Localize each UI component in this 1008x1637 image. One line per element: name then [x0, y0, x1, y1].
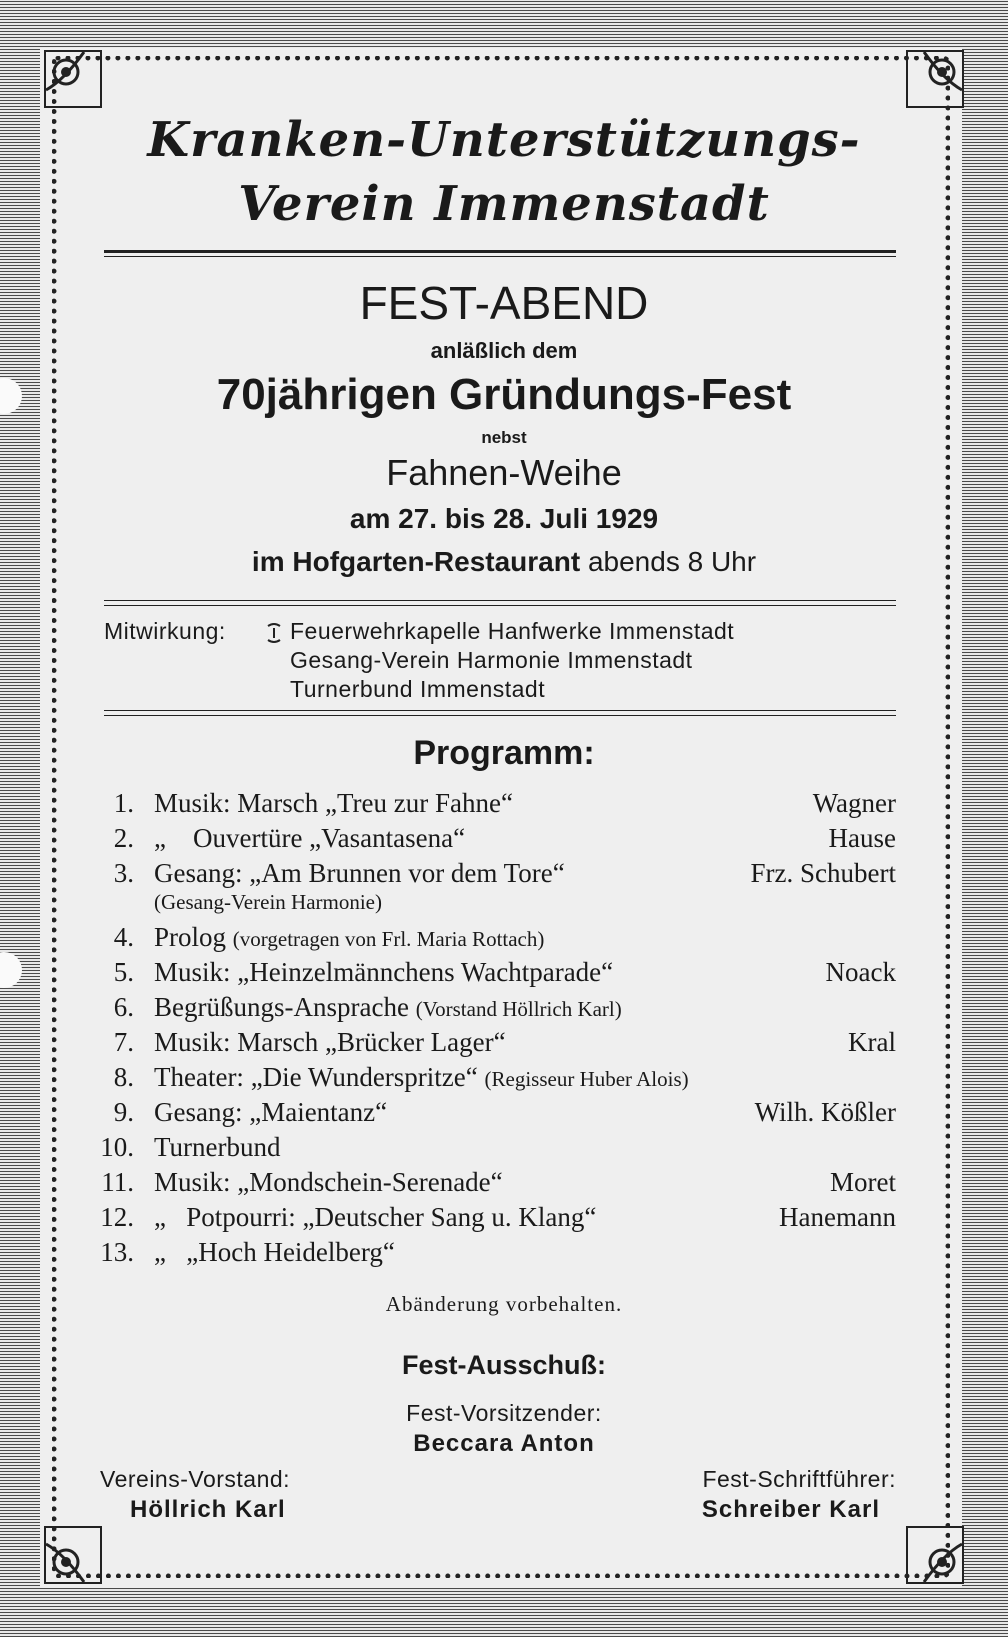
item-number: 3. [113, 858, 134, 888]
event-connector: anläßlich dem [430, 338, 578, 363]
programm-footnote: Abänderung vorbehalten. [385, 1292, 623, 1316]
ornament-corner-icon [44, 50, 102, 108]
item-number: 4. [113, 922, 134, 952]
secretary-role: Fest-Schriftführer: [702, 1466, 896, 1492]
item-text: Musik: „Mondschein-Serenade“ [154, 1167, 503, 1197]
chair-role: Fest-Vorsitzender: [406, 1400, 602, 1426]
programm-item [100, 788, 896, 822]
ausschuss-heading: Fest-Ausschuß: [401, 1350, 607, 1380]
item-number: 6. [113, 992, 134, 1022]
mitwirkung-group: Gesang-Verein Harmonie Immenstadt [290, 647, 693, 673]
divider [104, 256, 896, 257]
divider [104, 250, 896, 253]
item-number: 7. [113, 1027, 134, 1057]
event-occasion: 70jährigen Gründungs-Fest [216, 370, 792, 419]
divider [104, 600, 896, 601]
item-number: 12. [100, 1202, 134, 1232]
item-text-group [154, 992, 622, 1023]
item-text-group [154, 922, 544, 953]
item-number: 10. [100, 1132, 134, 1162]
club-name-line1: Kranken-Unterstützungs- [147, 112, 861, 168]
programm-item [100, 1062, 896, 1096]
item-text: Turnerbund [154, 1132, 281, 1162]
item-text-group [154, 1062, 689, 1093]
item-text: Musik: „Heinzelmännchens Wachtparade“ [154, 957, 614, 987]
board-role: Vereins-Vorstand: [100, 1466, 291, 1492]
ornament-corner-icon [906, 1526, 964, 1584]
item-number: 5. [113, 957, 134, 987]
ornament-corner-icon [906, 50, 964, 108]
item-composer: Noack [825, 957, 896, 987]
item-text: (Gesang-Verein Harmonie) [154, 890, 382, 914]
item-number: 13. [100, 1237, 134, 1267]
programm-heading: Programm: [413, 734, 595, 772]
item-text: Musik: Marsch „Treu zur Fahne“ [154, 788, 513, 818]
mitwirkung-label: Mitwirkung: [104, 618, 226, 644]
item-text: Prolog [154, 922, 227, 952]
programm-item [100, 1167, 896, 1201]
programm-item [100, 992, 896, 1026]
secretary-name: Schreiber Karl [701, 1496, 880, 1523]
programm-item [100, 1237, 896, 1271]
item-note: (Regisseur Huber Alois) [484, 1067, 689, 1091]
programm-item [100, 858, 896, 892]
event-sub: Fahnen-Weihe [386, 452, 622, 493]
event-nebst: nebst [481, 428, 527, 447]
divider [104, 715, 896, 716]
item-composer: Hause [828, 823, 896, 853]
item-text: Gesang: „Maientanz“ [154, 1097, 388, 1127]
item-text: Musik: Marsch „Brücker Lager“ [154, 1027, 506, 1057]
programm-item [100, 1097, 896, 1131]
programm-item [100, 922, 896, 956]
club-name-line2: Verein Immenstadt [238, 176, 770, 232]
item-text: „ Potpourri: „Deutscher Sang u. Klang“ [154, 1202, 597, 1232]
item-composer: Kral [848, 1027, 896, 1057]
item-text: Gesang: „Am Brunnen vor dem Tore“ [154, 858, 565, 888]
event-date: am 27. bis 28. Juli 1929 [349, 503, 659, 534]
programm-item [100, 1132, 896, 1166]
event-venue: im Hofgarten-Restaurant [251, 546, 581, 577]
ornament-corner-icon [44, 1526, 102, 1584]
chair-name: Beccara Anton [413, 1430, 595, 1457]
item-number: 9. [113, 1097, 134, 1127]
item-number: 2. [113, 823, 134, 853]
mitwirkung-group: Feuerwehrkapelle Hanfwerke Immenstadt [290, 618, 735, 644]
flourish-icon [265, 622, 283, 644]
programm-item [100, 1027, 896, 1061]
item-composer: Frz. Schubert [750, 858, 896, 888]
item-number: 11. [101, 1167, 134, 1197]
item-note: (Vorstand Höllrich Karl) [415, 997, 622, 1021]
event-heading: FEST-ABEND [359, 277, 649, 329]
board-name: Höllrich Karl [130, 1496, 286, 1523]
divider [104, 710, 896, 711]
item-number: 8. [113, 1062, 134, 1092]
programm-item [100, 890, 896, 924]
item-composer: Moret [830, 1167, 896, 1197]
item-text: „ Ouvertüre „Vasantasena“ [154, 823, 466, 853]
item-text: Theater: „Die Wunderspritze“ [154, 1062, 478, 1092]
event-venue-line [0, 546, 1008, 578]
item-text: „ „Hoch Heidelberg“ [154, 1237, 395, 1267]
programm-item [100, 957, 896, 991]
programm-item [100, 823, 896, 857]
item-note: (vorgetragen von Frl. Maria Rottach) [232, 927, 545, 951]
item-composer: Wagner [812, 788, 896, 818]
programm-item [100, 1202, 896, 1236]
item-composer: Hanemann [779, 1202, 896, 1232]
mitwirkung-group: Turnerbund Immenstadt [290, 676, 546, 702]
event-time: abends 8 Uhr [587, 546, 757, 577]
divider [104, 605, 896, 606]
item-text: Begrüßungs-Ansprache [154, 992, 409, 1022]
item-composer: Wilh. Kößler [754, 1097, 896, 1127]
item-number: 1. [113, 788, 134, 818]
